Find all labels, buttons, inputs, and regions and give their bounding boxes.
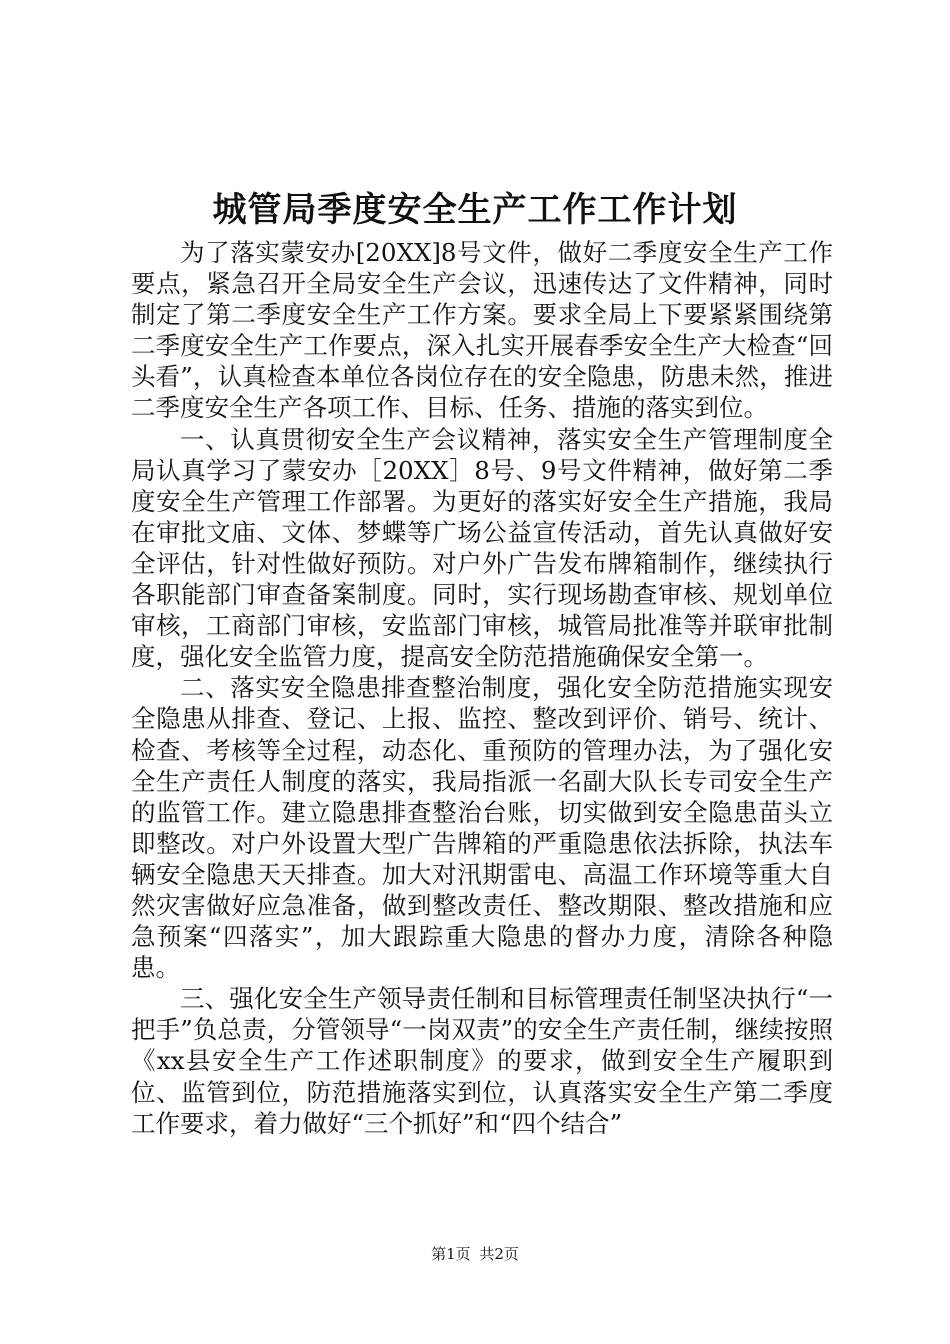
paragraph-section-3: 三、强化安全生产领导责任制和目标管理责任制坚决执行“一把手”负总责，分管领导“一岗双责”的安全生产责任制，继续按照《xx县安全生产工作述职制度》的要求，做到安全生产履职到位、监管到位，防范措施落实到位，认真落实安全生产第二季度工作要求，着力做好“三个抓好”和“四个结合”	[131, 984, 833, 1138]
page-number: 第1页	[431, 1245, 471, 1263]
paragraph-section-1: 一、认真贯彻安全生产会议精神，落实安全生产管理制度全局认真学习了蒙安办［20XX］8号、9号文件精神，做好第二季度安全生产管理工作部署。为更好的落实好安全生产措施，我局在审批文庙、文体、梦蝶等广场公益宣传活动，首先认真做好安全评估，针对性做好预防。对户外广告发布牌箱制作，继续执行各职能部门审查备案制度。同时，实行现场勘查审核、规划单位审核，工商部门审核，安监部门审核，城管局批准等并联审批制度，强化安全监管力度，提高安全防范措施确保安全第一。	[131, 424, 833, 672]
page-footer	[0, 1244, 950, 1264]
paragraph-intro: 为了落实蒙安办[20XX]8号文件，做好二季度安全生产工作要点，紧急召开全局安全生产会议，迅速传达了文件精神，同时制定了第二季度安全生产工作方案。要求全局上下要紧紧围绕第二季度安全生产工作要点，深入扎实开展春季安全生产大检查“回头看”，认真检查本单位各岗位存在的安全隐患，防患未然，推进二季度安全生产各项工作、目标、任务、措施的落实到位。	[131, 238, 833, 423]
page-total: 共2页	[479, 1245, 519, 1263]
document-body	[131, 237, 833, 1139]
document-title: 城管局季度安全生产工作工作计划	[212, 190, 738, 230]
paragraph-section-2: 二、落实安全隐患排查整治制度，强化安全防范措施实现安全隐患从排查、登记、上报、监控、整改到评价、销号、统计、检查、考核等全过程，动态化、重预防的管理办法，为了强化安全生产责任人制度的落实，我局指派一名副大队长专司安全生产的监管工作。建立隐患排查整治台账，切实做到安全隐患苗头立即整改。对户外设置大型广告牌箱的严重隐患依法拆除，执法车辆安全隐患天天排查。加大对汛期雷电、高温工作环境等重大自然灾害做好应急准备，做到整改责任、整改期限、整改措施和应急预案“四落实”，加大跟踪重大隐患的督办力度，清除各种隐患。	[131, 673, 833, 983]
